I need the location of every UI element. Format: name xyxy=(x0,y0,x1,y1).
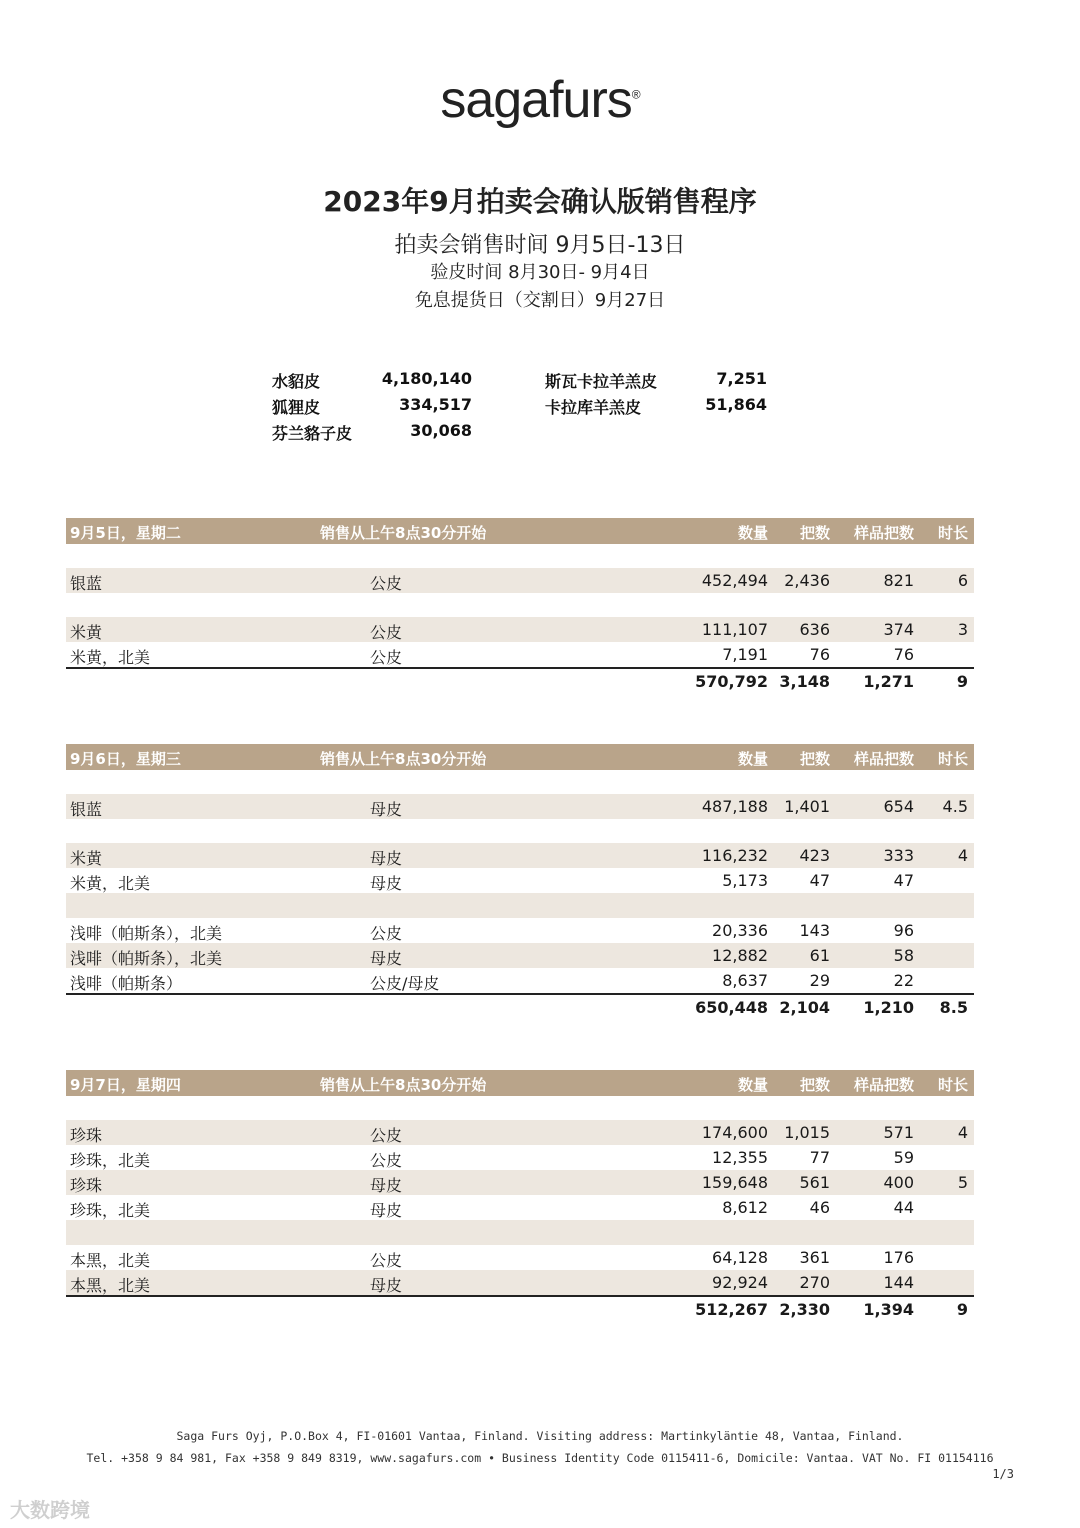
quantity: 452,494 xyxy=(701,571,768,590)
table-row xyxy=(66,943,974,968)
summary-name: 狐狸皮 xyxy=(272,398,321,417)
sample-lots: 374 xyxy=(883,620,914,639)
col-sample-header: 样品把数 xyxy=(853,524,914,542)
inspection-period: 验皮时间 8月30日- 9月4日 xyxy=(430,262,650,283)
duration: 4.5 xyxy=(942,797,968,816)
page-number: 1/3 xyxy=(992,1467,1014,1481)
quantity: 8,637 xyxy=(722,971,768,990)
sex: 公皮 xyxy=(370,1126,403,1145)
col-duration-header: 时长 xyxy=(937,750,968,768)
sex: 母皮 xyxy=(370,949,403,968)
total-duration: 8.5 xyxy=(939,998,968,1017)
total-quantity: 512,267 xyxy=(695,1300,768,1319)
color-type: 浅啡（帕斯条），北美 xyxy=(70,924,223,943)
day-date: 9月6日，星期三 xyxy=(70,750,181,768)
duration: 4 xyxy=(957,846,968,865)
day-header xyxy=(66,1070,974,1096)
color-type: 本黑，北美 xyxy=(70,1251,151,1270)
sale-start-time: 销售从上午8点30分开始 xyxy=(320,1076,487,1094)
lots: 561 xyxy=(799,1173,830,1192)
sex: 母皮 xyxy=(370,849,403,868)
lots: 2,436 xyxy=(784,571,830,590)
quantity: 12,355 xyxy=(712,1148,768,1167)
spacer xyxy=(66,1220,974,1245)
total-row xyxy=(66,1295,974,1322)
summary-value: 7,251 xyxy=(716,369,767,388)
sex: 母皮 xyxy=(370,874,403,893)
table-row xyxy=(66,843,974,868)
sample-lots: 96 xyxy=(893,921,914,940)
color-type: 本黑，北美 xyxy=(70,1276,151,1295)
quantity: 111,107 xyxy=(701,620,768,639)
sex: 公皮 xyxy=(370,1151,403,1170)
spacer xyxy=(66,544,974,568)
day-header xyxy=(66,518,974,544)
total-sample-lots: 1,210 xyxy=(863,998,914,1017)
lots: 636 xyxy=(799,620,830,639)
lots: 47 xyxy=(809,871,830,890)
footer-address: Saga Furs Oyj, P.O.Box 4, FI-01601 Vantaa, Finland. Visiting address: Martinkyläntie 48, Vantaa, Finland. xyxy=(176,1429,904,1443)
color-type: 米黄 xyxy=(70,849,103,868)
col-sample-header: 样品把数 xyxy=(853,750,914,768)
col-lots-header: 把数 xyxy=(799,1076,830,1094)
saga-furs-logo: sagafurs® xyxy=(440,71,640,129)
total-row xyxy=(66,993,974,1020)
sample-lots: 76 xyxy=(893,645,914,664)
summary-name: 斯瓦卡拉羊羔皮 xyxy=(545,372,658,391)
sex: 母皮 xyxy=(370,1201,403,1220)
day-header xyxy=(66,744,974,770)
footer-contact: Tel. +358 9 84 981, Fax +358 9 849 8319, www.sagafurs.com • Business Identity Code 0115411-6, Domicile: Vantaa. VAT No. FI 01154116 xyxy=(86,1451,994,1465)
table-row xyxy=(66,1170,974,1195)
quantity: 487,188 xyxy=(701,797,768,816)
table-row xyxy=(66,568,974,593)
spacer xyxy=(66,1096,974,1120)
col-qty-header: 数量 xyxy=(737,750,768,768)
day-date: 9月7日，星期四 xyxy=(70,1076,181,1094)
spacer xyxy=(66,770,974,794)
sample-lots: 400 xyxy=(883,1173,914,1192)
quantity: 64,128 xyxy=(712,1248,768,1267)
sex: 公皮 xyxy=(370,1251,403,1270)
quantity: 8,612 xyxy=(722,1198,768,1217)
day-schedule-table xyxy=(66,1070,974,1322)
total-row xyxy=(66,667,974,694)
sample-lots: 571 xyxy=(883,1123,914,1142)
summary-value: 51,864 xyxy=(705,395,767,414)
quantity: 174,600 xyxy=(701,1123,768,1142)
quantity: 159,648 xyxy=(701,1173,768,1192)
logo-text: sagafurs xyxy=(440,71,632,129)
summary-value: 4,180,140 xyxy=(381,369,472,388)
lots: 61 xyxy=(809,946,830,965)
total-lots: 2,330 xyxy=(779,1300,830,1319)
sample-lots: 654 xyxy=(883,797,914,816)
lots: 46 xyxy=(809,1198,830,1217)
summary-name: 芬兰貉子皮 xyxy=(272,424,353,443)
col-qty-header: 数量 xyxy=(737,524,768,542)
total-lots: 3,148 xyxy=(779,672,830,691)
duration: 6 xyxy=(957,571,968,590)
sample-lots: 176 xyxy=(883,1248,914,1267)
table-row xyxy=(66,642,974,667)
sample-lots: 44 xyxy=(893,1198,914,1217)
quantity: 12,882 xyxy=(712,946,768,965)
sex: 公皮 xyxy=(370,623,403,642)
color-type: 珍珠，北美 xyxy=(70,1151,151,1170)
color-type: 珍珠 xyxy=(70,1176,103,1195)
sample-lots: 821 xyxy=(883,571,914,590)
col-lots-header: 把数 xyxy=(799,524,830,542)
prompt-day: 免息提货日（交割日）9月27日 xyxy=(414,290,666,311)
sex: 公皮 xyxy=(370,648,403,667)
table-row xyxy=(66,968,974,993)
quantity: 20,336 xyxy=(712,921,768,940)
total-sample-lots: 1,394 xyxy=(863,1300,914,1319)
lots: 143 xyxy=(799,921,830,940)
summary-value: 334,517 xyxy=(399,395,472,414)
day-schedule-table xyxy=(66,744,974,1020)
duration: 5 xyxy=(957,1173,968,1192)
lots: 77 xyxy=(809,1148,830,1167)
table-row xyxy=(66,1195,974,1220)
table-row xyxy=(66,617,974,642)
lots: 1,015 xyxy=(784,1123,830,1142)
table-row xyxy=(66,794,974,819)
spacer xyxy=(66,819,974,843)
color-type: 米黄，北美 xyxy=(70,874,151,893)
sex: 公皮/母皮 xyxy=(370,974,440,993)
sex: 公皮 xyxy=(370,924,403,943)
lots: 1,401 xyxy=(784,797,830,816)
sale-start-time: 销售从上午8点30分开始 xyxy=(320,524,487,542)
summary-value: 30,068 xyxy=(410,421,472,440)
summary-name: 卡拉库羊羔皮 xyxy=(545,398,642,417)
sample-lots: 22 xyxy=(893,971,914,990)
day-schedule-table xyxy=(66,518,974,694)
quantity: 5,173 xyxy=(722,871,768,890)
lots: 76 xyxy=(809,645,830,664)
color-type: 银蓝 xyxy=(70,800,103,819)
table-row xyxy=(66,918,974,943)
total-sample-lots: 1,271 xyxy=(863,672,914,691)
total-lots: 2,104 xyxy=(779,998,830,1017)
day-date: 9月5日，星期二 xyxy=(70,524,181,542)
spacer xyxy=(66,593,974,617)
summary-name: 水貂皮 xyxy=(272,372,321,391)
total-quantity: 570,792 xyxy=(695,672,768,691)
table-row xyxy=(66,1245,974,1270)
quantity: 7,191 xyxy=(722,645,768,664)
color-type: 银蓝 xyxy=(70,574,103,593)
color-type: 浅啡（帕斯条） xyxy=(70,974,183,993)
color-type: 浅啡（帕斯条），北美 xyxy=(70,949,223,968)
lots: 423 xyxy=(799,846,830,865)
color-type: 米黄 xyxy=(70,623,103,642)
total-quantity: 650,448 xyxy=(695,998,768,1017)
color-type: 珍珠 xyxy=(70,1126,103,1145)
sex: 公皮 xyxy=(370,574,403,593)
sale-start-time: 销售从上午8点30分开始 xyxy=(320,750,487,768)
sample-lots: 333 xyxy=(883,846,914,865)
sex: 母皮 xyxy=(370,1176,403,1195)
sample-lots: 47 xyxy=(893,871,914,890)
sex: 母皮 xyxy=(370,800,403,819)
lots: 361 xyxy=(799,1248,830,1267)
table-row xyxy=(66,1120,974,1145)
color-type: 米黄，北美 xyxy=(70,648,151,667)
total-duration: 9 xyxy=(956,1300,968,1319)
spacer xyxy=(66,893,974,918)
quantity: 92,924 xyxy=(712,1273,768,1292)
col-duration-header: 时长 xyxy=(937,524,968,542)
page-title: 2023年9月拍卖会确认版销售程序 xyxy=(323,185,757,218)
sample-lots: 59 xyxy=(893,1148,914,1167)
table-row xyxy=(66,868,974,893)
col-qty-header: 数量 xyxy=(737,1076,768,1094)
total-duration: 9 xyxy=(956,672,968,691)
col-duration-header: 时长 xyxy=(937,1076,968,1094)
auction-period: 拍卖会销售时间 9月5日-13日 xyxy=(394,233,686,258)
table-row xyxy=(66,1270,974,1295)
sample-lots: 58 xyxy=(893,946,914,965)
color-type: 珍珠，北美 xyxy=(70,1201,151,1220)
sex: 母皮 xyxy=(370,1276,403,1295)
lots: 29 xyxy=(809,971,830,990)
col-sample-header: 样品把数 xyxy=(853,1076,914,1094)
table-row xyxy=(66,1145,974,1170)
duration: 4 xyxy=(957,1123,968,1142)
duration: 3 xyxy=(957,620,968,639)
col-lots-header: 把数 xyxy=(799,750,830,768)
lots: 270 xyxy=(799,1273,830,1292)
watermark: 大数跨境 xyxy=(10,1498,90,1522)
quantity: 116,232 xyxy=(701,846,768,865)
sample-lots: 144 xyxy=(883,1273,914,1292)
